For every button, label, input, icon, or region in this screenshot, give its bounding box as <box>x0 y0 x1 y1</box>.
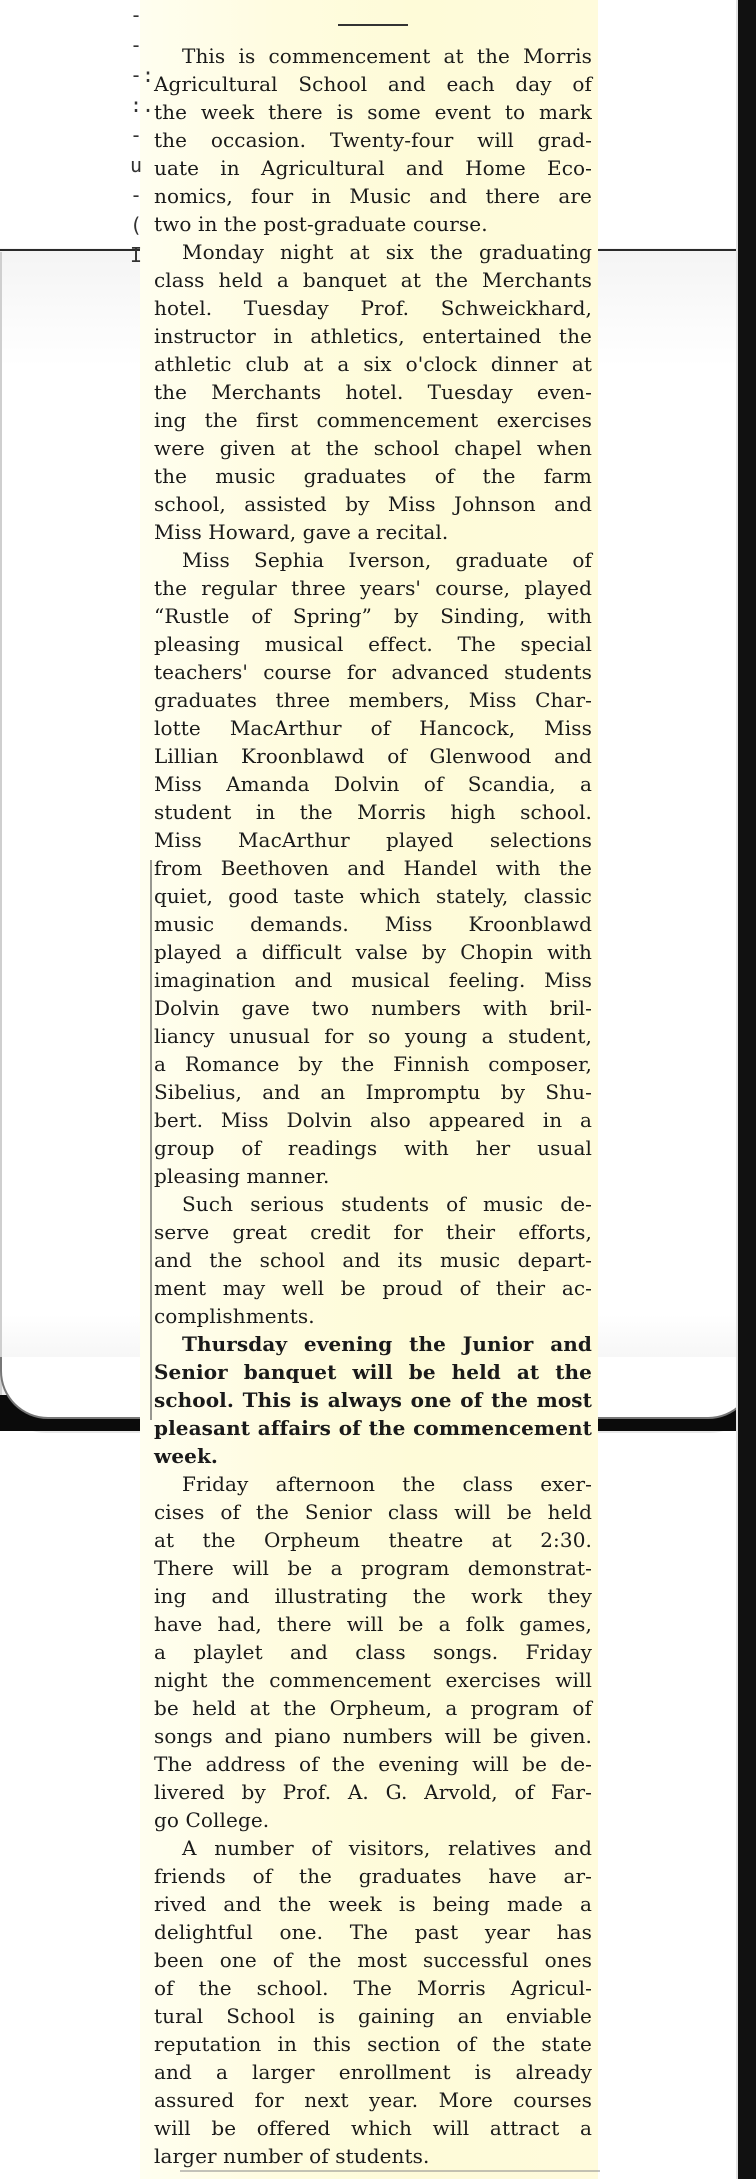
article-line: cises of the Senior class will be held <box>154 1500 592 1524</box>
paragraph-p5 <box>154 1330 592 1470</box>
article-line: imagination and musical feeling. Miss <box>154 968 592 992</box>
article-line: a playlet and class songs. Friday <box>154 1640 592 1664</box>
article-line: liancy unusual for so young a student, <box>154 1024 592 1048</box>
bottom-rule <box>180 2170 600 2172</box>
paragraph-p3 <box>154 546 592 1190</box>
article-line: Lillian Kroonblawd of Glenwood and <box>154 744 592 768</box>
edge-mark: - <box>130 33 143 57</box>
article-line: music demands. Miss Kroonblawd <box>154 912 592 936</box>
article-line: be held at the Orpheum, a program of <box>154 1696 592 1720</box>
article-line: friends of the graduates have ar- <box>154 1864 592 1888</box>
article-line: school. This is always one of the most <box>154 1388 592 1412</box>
article-line: Dolvin gave two numbers with bril- <box>154 996 592 1020</box>
article-line: will be offered which will attract a <box>154 2116 592 2140</box>
article-line: night the commencement exercises will <box>154 1668 592 1692</box>
article-line: Miss MacArthur played selections <box>154 828 592 852</box>
article-line: pleasant affairs of the commencement <box>154 1416 592 1440</box>
paragraph-p7 <box>154 1834 592 2170</box>
article-line: ing the first commencement exercises <box>154 408 592 432</box>
article-line: and the school and its music depart- <box>154 1248 592 1272</box>
paragraph-p6 <box>154 1470 592 1834</box>
article-line: There will be a program demonstrat- <box>154 1556 592 1580</box>
article-line: larger number of students. <box>154 2144 430 2168</box>
article-line: student in the Morris high school. <box>154 800 592 824</box>
paragraph-p2 <box>154 238 592 546</box>
article-line: Miss Amanda Dolvin of Scandia, a <box>154 772 592 796</box>
paragraph-p4 <box>154 1190 592 1330</box>
article-line: ment may well be proud of their ac- <box>154 1276 592 1300</box>
article-line: The address of the evening will be de- <box>154 1752 592 1776</box>
article-line: played a difficult valse by Chopin with <box>154 940 592 964</box>
article-line: A number of visitors, relatives and <box>182 1836 592 1860</box>
article-line: pleasing manner. <box>154 1164 330 1188</box>
article-line: quiet, good taste which stately, classic <box>154 884 592 908</box>
article-line: go College. <box>154 1808 270 1832</box>
article-line: Such serious students of music de- <box>182 1192 592 1216</box>
article-line: rived and the week is being made a <box>154 1892 592 1916</box>
edge-mark: -( <box>130 183 143 237</box>
article-line: tural School is gaining an enviable <box>154 2004 592 2028</box>
article-line: Senior banquet will be held at the <box>154 1360 592 1384</box>
article-line: Sibelius, and an Impromptu by Shu- <box>154 1080 592 1104</box>
top-rule <box>338 24 408 26</box>
article-line: the regular three years' course, played <box>154 576 592 600</box>
edge-mark: - <box>130 3 143 27</box>
article-line: bert. Miss Dolvin also appeared in a <box>154 1108 592 1132</box>
article-line: Monday night at six the graduating <box>182 240 592 264</box>
article-line: reputation in this section of the state <box>154 2032 592 2056</box>
article-line: livered by Prof. A. G. Arvold, of Far- <box>154 1780 592 1804</box>
article-line: of the school. The Morris Agricul- <box>154 1976 592 2000</box>
scanner-edge-left <box>0 252 2 1402</box>
article-line: pleasing musical effect. The special <box>154 632 592 656</box>
article-line: group of readings with her usual <box>154 1136 592 1160</box>
article-line: the Merchants hotel. Tuesday even- <box>154 380 592 404</box>
article-line: Miss Howard, gave a recital. <box>154 520 449 544</box>
edge-mark: I <box>130 243 143 267</box>
article-body <box>154 42 592 2170</box>
article-line: week. <box>154 1444 218 1468</box>
article-line: and a larger enrollment is already <box>154 2060 592 2084</box>
article-line: teachers' course for advanced students <box>154 660 592 684</box>
clipping-cut-edge <box>150 860 152 1420</box>
edge-mark: u <box>130 153 143 177</box>
article-line: This is commencement at the Morris <box>182 44 592 68</box>
article-line: the music graduates of the farm <box>154 464 592 488</box>
article-line: a Romance by the Finnish composer, <box>154 1052 592 1076</box>
scanner-edge-right <box>738 0 756 2179</box>
article-line: complishments. <box>154 1304 315 1328</box>
article-line: the occasion. Twenty-four will grad- <box>154 128 592 152</box>
article-line: at the Orpheum theatre at 2:30. <box>154 1528 592 1552</box>
article-line: ing and illustrating the work they <box>154 1584 592 1608</box>
article-line: Thursday evening the Junior and <box>182 1332 592 1356</box>
article-line: Agricultural School and each day of <box>154 72 592 96</box>
article-line: uate in Agricultural and Home Eco- <box>154 156 592 180</box>
article-line: assured for next year. More courses <box>154 2088 592 2112</box>
article-line: delightful one. The past year has <box>154 1920 592 1944</box>
edge-mark: - <box>130 123 143 147</box>
article-line: athletic club at a six o'clock dinner at <box>154 352 592 376</box>
article-line: school, assisted by Miss Johnson and <box>154 492 592 516</box>
article-line: serve great credit for their efforts, <box>154 1220 592 1244</box>
article-line: were given at the school chapel when <box>154 436 592 460</box>
article-line: instructor in athletics, entertained the <box>154 324 592 348</box>
paragraph-p1 <box>154 42 592 238</box>
edge-mark: :. <box>130 93 155 117</box>
article-line: “Rustle of Spring” by Sinding, with <box>154 604 592 628</box>
left-edge-marks <box>130 0 155 267</box>
article-line: Friday afternoon the class exer- <box>182 1472 592 1496</box>
edge-mark: -: <box>130 63 155 87</box>
article-line: class held a banquet at the Merchants <box>154 268 592 292</box>
article-line: the week there is some event to mark <box>154 100 592 124</box>
article-line: lotte MacArthur of Hancock, Miss <box>154 716 592 740</box>
article-line: been one of the most successful ones <box>154 1948 592 1972</box>
article-line: graduates three members, Miss Char- <box>154 688 592 712</box>
article-line: songs and piano numbers will be given. <box>154 1724 592 1748</box>
article-line: from Beethoven and Handel with the <box>154 856 592 880</box>
article-line: two in the post-graduate course. <box>154 212 488 236</box>
article-line: Miss Sephia Iverson, graduate of <box>182 548 592 572</box>
article-line: hotel. Tuesday Prof. Schweickhard, <box>154 296 592 320</box>
article-line: nomics, four in Music and there are <box>154 184 592 208</box>
article-line: have had, there will be a folk games, <box>154 1612 592 1636</box>
